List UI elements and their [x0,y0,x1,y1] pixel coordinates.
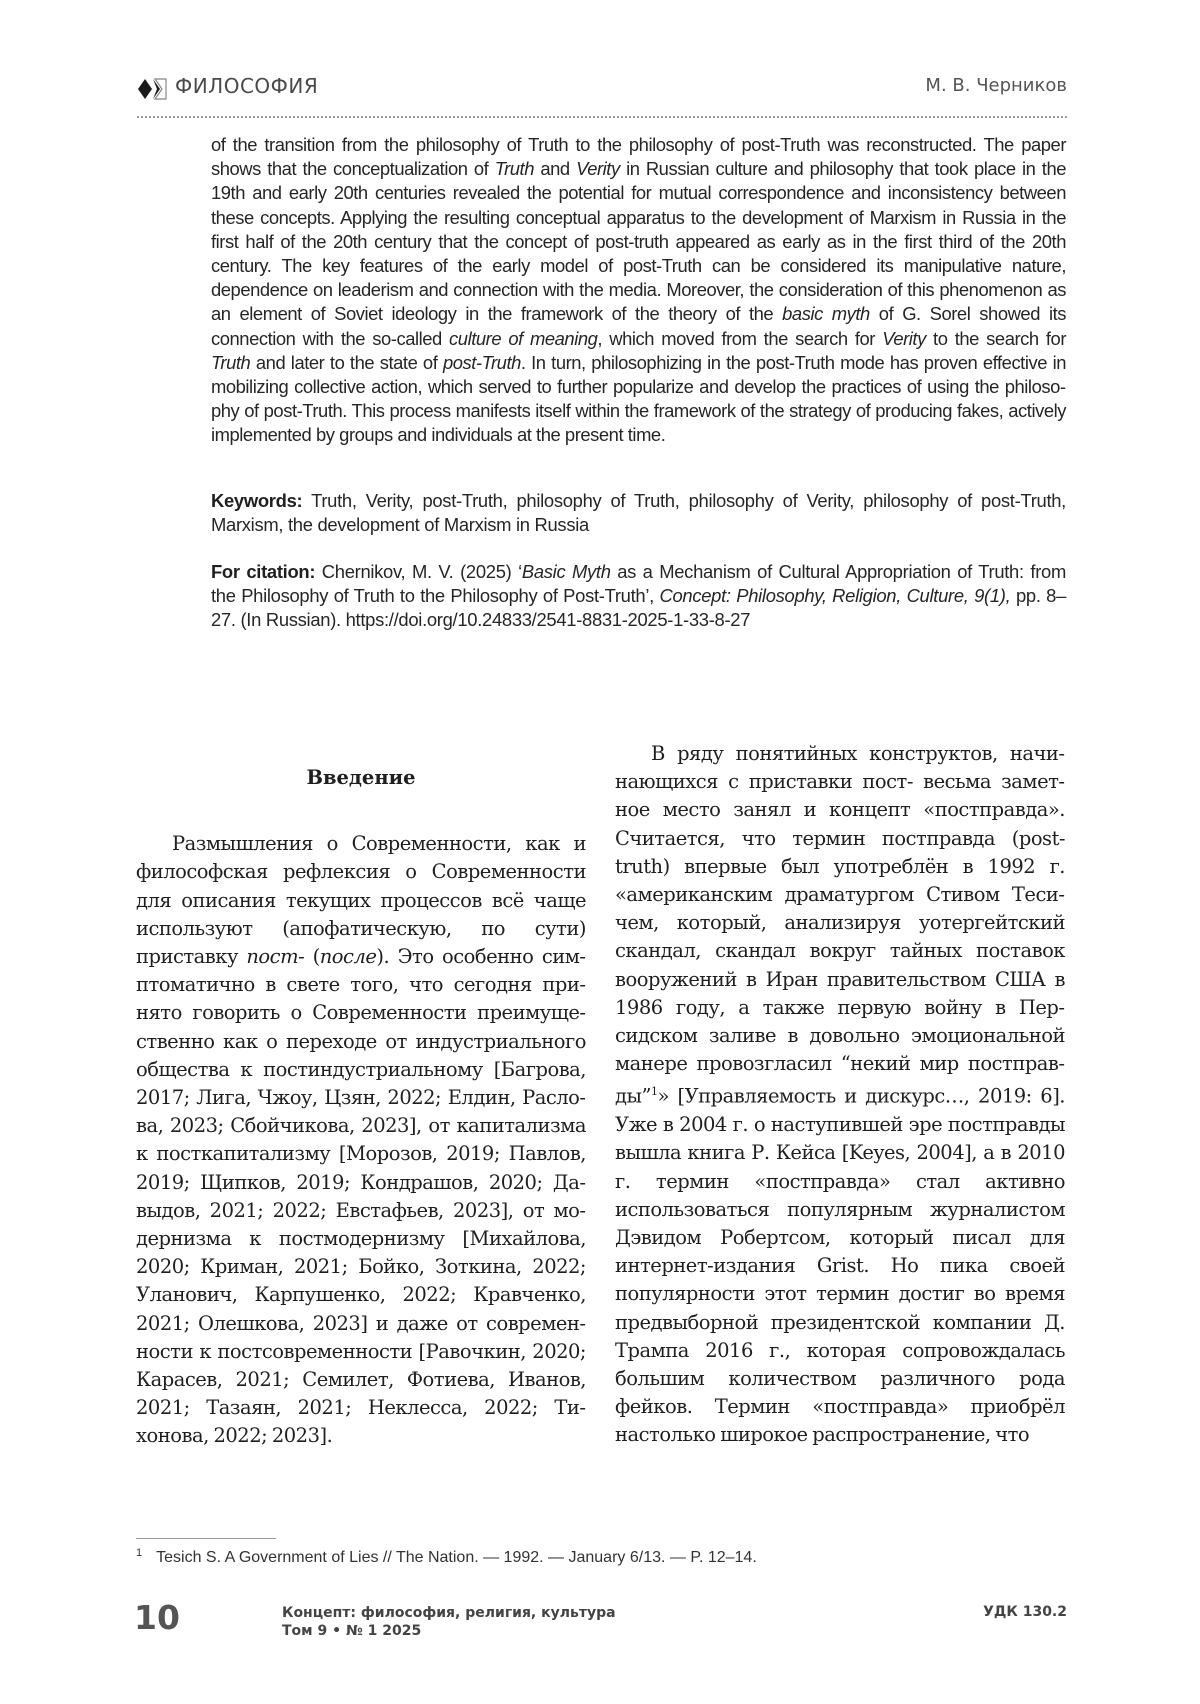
page-number: 10 [134,1598,180,1637]
footnote-number: 1 [136,1547,143,1559]
journal-title: Концепт: философия, религия, культура [282,1605,616,1621]
keywords-label: Keywords: [211,490,303,511]
running-header [137,74,1067,118]
footnote-ref[interactable]: 1 [651,1085,658,1099]
udk-code: УДК 130.2 [983,1604,1067,1620]
section-title: ФИЛОСОФИЯ [175,74,319,98]
keywords: Keywords: Truth, Verity, post-Truth, philosophy of Truth, philosophy of Verity, philosophy of post-Truth, Marxism, the development of Marxism in Russia [211,490,1066,536]
right-paragraph: В ряду понятийных конструктов, начинающихся с приставки пост- весьма заметное место занял и концепт «постправда». Считается, что термин постправда (post-truth) впервые был употреблён в 1992 г. «американским драматургом Стивом Тесичем, который, анализируя уотергейтский скандал, скандал вокруг тайных поставок вооружений в Иран правительством США в 1986 году, а также первую войну в Персидском заливе в довольно эмоциональной манере провозгласил “некий мир постправды”$^1$» [Управляемость и дискурс…, 2019: 6]. Уже в 2004 г. о наступившей эре постправды вышла книга Р. Кейса [Keyes, 2004], а в 2010 г. термин «постправда» стал активно использоваться популярным журналистом Дэвидом Робертсом, который писал для интернет-издания Grist. Но пика своей популярности этот термин достиг во время предвыборной президентской компании Д. Трампа 2016 г., которая сопровождалась большим количеством различного рода фейков. Термин «постправда» приобрёл настолько широкое распространение, что [615,742,1065,1447]
diamond-logo-icon [137,78,167,100]
footnote: $^1$ Tesich S. A Government of Lies // The Nation. — 1992. — January 6/13. — P. 12–14. [136,1547,757,1566]
author-name: М. В. Черников [925,75,1067,96]
citation: For citation: Chernikov, M. V. (2025) ‘Basic Myth as a Mechanism of Cultural Appropriation of Truth: from the Philosophy of Truth to the Philosophy of Post-Truth’, Concept: Philosophy, Religion, Culture, 9(1), pp. 8–27. (In Russian). https://doi.org/10.24833/2541-8831-2025-1-33-8-27 [211,561,1067,631]
right-column [615,740,1065,1450]
section-heading: Введение [306,766,416,789]
footnote-divider [136,1538,276,1539]
journal-info [282,1604,616,1640]
intro-paragraph: Размышления о Современности, как и философская рефлексия о Современности для описания текущих процессов всё чаще используют (апофатическую, по сути) приставку пост- (после). Это особенно симптоматично в свете того, что сегодня принято говорить о Современности преимущественно как о переходе от индустриального общества к постиндустриальному [Багрова, 2017; Лига, Чжоу, Цзян, 2022; Елдин, Раслова, 2023; Сбойчикова, 2023], от капитализма к посткапитализму [Морозов, 2019; Павлов, 2019; Щипков, 2019; Кондрашов, 2020; Давыдов, 2021; 2022; Евстафьев, 2023], от модернизма к постмодернизму [Михайлова, 2020; Криман, 2021; Бойко, Зоткина, 2022; Уланович, Карпушенко, 2022; Кравченко, 2021; Олешкова, 2023] и даже от современности к постсовременности [Равочкин, 2020; Карасев, 2021; Семилет, Фотиева, Иванов, 2021; Тазаян, 2021; Неклесса, 2022; Тихонова, 2022; 2023]. [136,832,586,1448]
left-column [136,740,586,1451]
journal-volume: Том 9 • № 1 2025 [282,1623,422,1639]
abstract-text: of the transition from the philosophy of Truth to the philosophy of post-Truth was reconstructed. The paper shows that the conceptualization of Truth and Verity in Russian culture and philosophy that took place in the 19th and early 20th centuries revealed the potential for mutual correspondence and inconsistency between these concepts. Applying the resulting conceptual apparatus to the development of Marxism in Russia in the first half of the 20th century that the concept of post-truth appeared as early as in the first third of the 20th century. The key features of the early model of post-Truth can be considered its manipulative nature, dependence on leaderism and connection with the media. Moreover, the consideration of this phenomenon as an element of Soviet ideology in the framework of the theory of the basic myth of G. Sorel showed its connection with the so-called culture of meaning, which moved from the search for Verity to the search for Truth and later to the state of post-Truth. In turn, philosophizing in the post-Truth mode has proven effective in mobilizing collective action, which served to further popularize and develop the practices of using the philosophy of post-Truth. This process manifests itself within the framework of the strategy of producing fakes, actively implemented by groups and individuals at the present time. [211,134,1067,446]
citation-label: For citation: [211,561,316,582]
